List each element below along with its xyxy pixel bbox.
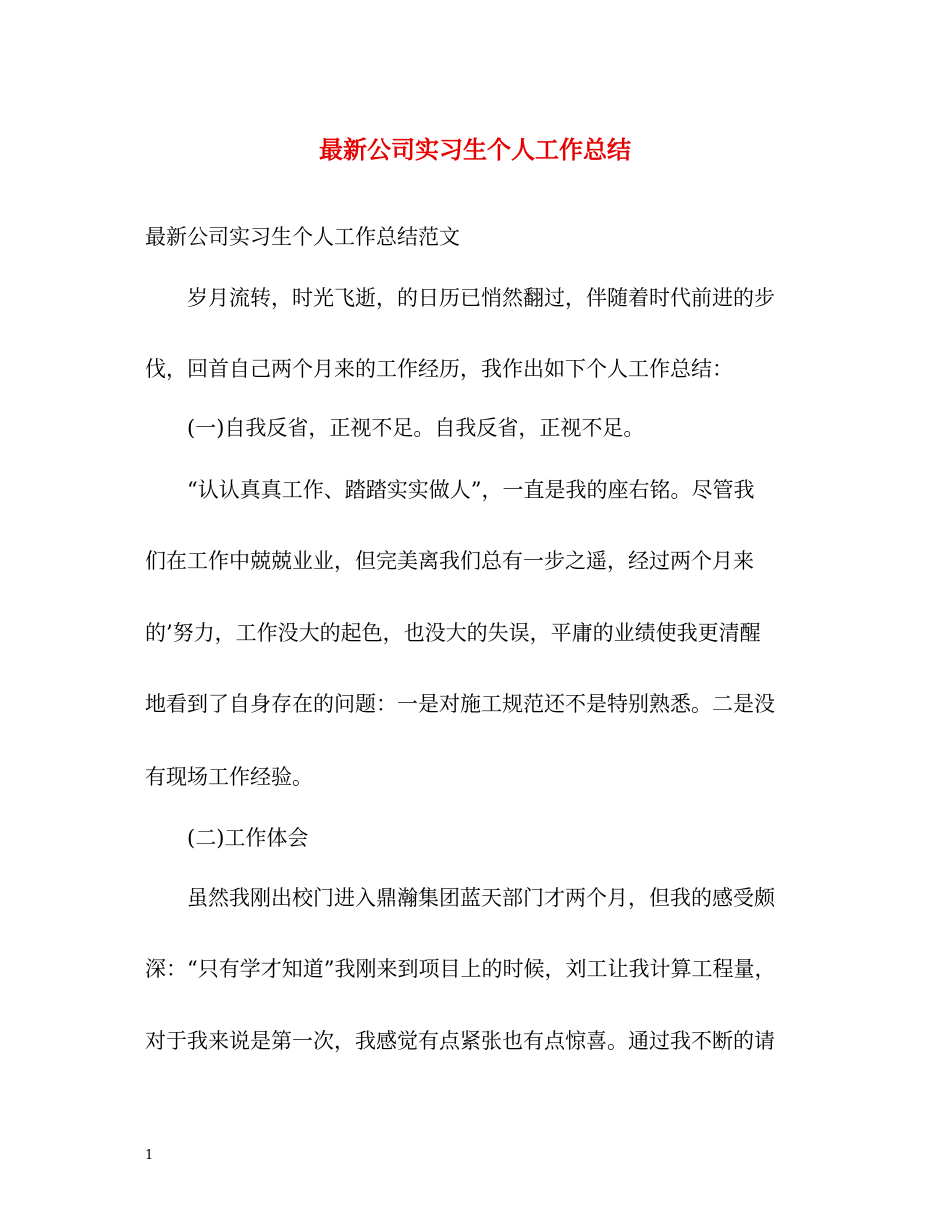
paragraph-line: 岁月流转，时光飞逝，的日历已悄然翻过，伴随着时代前进的步 bbox=[187, 286, 775, 310]
paragraph-line: 虽然我刚出校门进入鼎瀚集团蓝天部门才两个月，但我的感受颇 bbox=[187, 886, 775, 910]
paragraph-line: 的’努力，工作没大的起色，也没大的失误，平庸的业绩使我更清醒 bbox=[145, 621, 761, 645]
paragraph-line: “认认真真工作、踏踏实实做人”，一直是我的座右铭。尽管我 bbox=[187, 478, 755, 502]
subtitle-line: 最新公司实习生个人工作总结范文 bbox=[145, 225, 460, 249]
paragraph-line: 对于我来说是第一次，我感觉有点紧张也有点惊喜。通过我不断的请 bbox=[145, 1029, 775, 1053]
page-number: 1 bbox=[145, 1148, 154, 1163]
section-heading-2: (二)工作体会 bbox=[187, 826, 309, 850]
document-title: 最新公司实习生个人工作总结 bbox=[319, 135, 631, 164]
paragraph-line: 伐，回首自己两个月来的工作经历，我作出如下个人工作总结： bbox=[145, 357, 733, 381]
paragraph-line: 地看到了自身存在的问题：一是对施工规范还不是特别熟悉。二是没 bbox=[145, 692, 775, 716]
paragraph-line: 深：“只有学才知道”我刚来到项目上的时候，刘工让我计算工程量， bbox=[145, 957, 776, 981]
section-heading-1: (一)自我反省，正视不足。自我反省，正视不足。 bbox=[187, 416, 645, 440]
paragraph-line: 们在工作中兢兢业业，但完美离我们总有一步之遥，经过两个月来 bbox=[145, 549, 754, 573]
paragraph-line: 有现场工作经验。 bbox=[145, 765, 313, 789]
